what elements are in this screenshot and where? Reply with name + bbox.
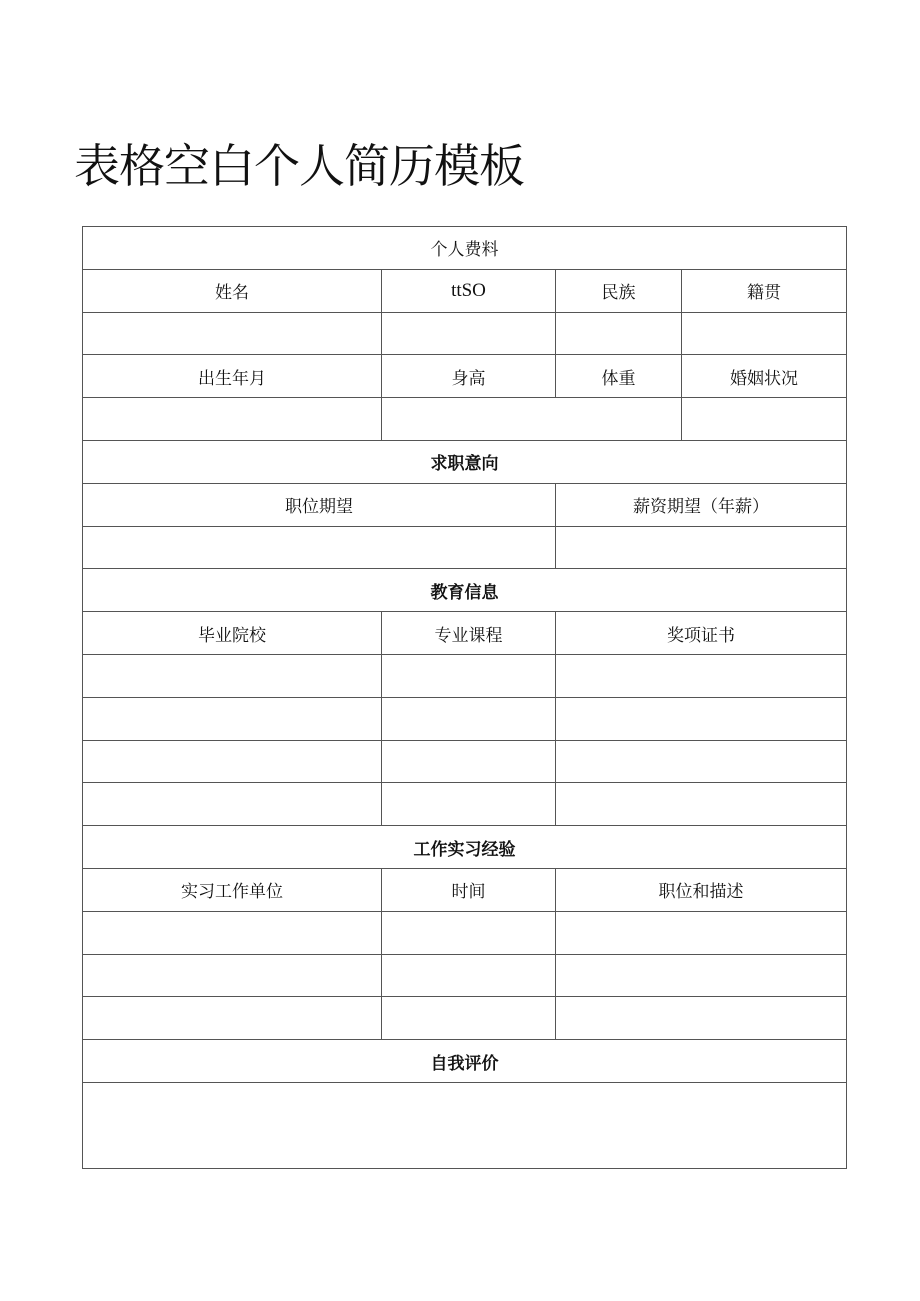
input-cell[interactable] bbox=[556, 783, 847, 826]
input-cell[interactable] bbox=[83, 740, 382, 783]
label-native-place: 籍贯 bbox=[682, 269, 847, 312]
intent-labels-row bbox=[83, 483, 847, 526]
personal-input-row-1 bbox=[83, 312, 847, 355]
input-cell[interactable] bbox=[83, 997, 382, 1040]
label-desired-position: 职位期望 bbox=[83, 483, 556, 526]
input-cell[interactable] bbox=[382, 654, 556, 697]
internship-input-row bbox=[83, 997, 847, 1040]
self-eval-input-row bbox=[83, 1082, 847, 1168]
self-evaluation-input[interactable] bbox=[83, 1082, 847, 1168]
input-cell[interactable] bbox=[83, 783, 382, 826]
input-cell[interactable] bbox=[83, 526, 556, 569]
input-cell[interactable] bbox=[382, 697, 556, 740]
internship-input-row bbox=[83, 954, 847, 997]
internship-labels-row bbox=[83, 868, 847, 911]
section-header-personal: 个人费料 bbox=[83, 227, 847, 270]
label-major-courses: 专业课程 bbox=[382, 612, 556, 655]
personal-labels-row-1 bbox=[83, 269, 847, 312]
personal-input-row-2 bbox=[83, 398, 847, 441]
input-cell[interactable] bbox=[382, 911, 556, 954]
education-header-row bbox=[83, 569, 847, 612]
label-marital-status: 婚姻状况 bbox=[682, 355, 847, 398]
input-cell[interactable] bbox=[83, 911, 382, 954]
section-header-internship: 工作实习经验 bbox=[83, 826, 847, 869]
label-desired-salary: 薪资期望（年薪） bbox=[556, 483, 847, 526]
education-labels-row bbox=[83, 612, 847, 655]
input-cell[interactable] bbox=[556, 312, 682, 355]
input-cell[interactable] bbox=[83, 312, 382, 355]
resume-table bbox=[82, 226, 847, 1169]
input-cell[interactable] bbox=[556, 526, 847, 569]
input-cell[interactable] bbox=[382, 783, 556, 826]
input-cell[interactable] bbox=[83, 398, 382, 441]
input-cell[interactable] bbox=[382, 740, 556, 783]
section-header-education: 教育信息 bbox=[83, 569, 847, 612]
label-school: 毕业院校 bbox=[83, 612, 382, 655]
label-awards: 奖项证书 bbox=[556, 612, 847, 655]
label-name-value: ttSO bbox=[382, 269, 556, 312]
input-cell[interactable] bbox=[382, 954, 556, 997]
label-birth-date: 出生年月 bbox=[83, 355, 382, 398]
personal-labels-row-2 bbox=[83, 355, 847, 398]
input-cell[interactable] bbox=[556, 740, 847, 783]
education-input-row bbox=[83, 783, 847, 826]
input-cell[interactable] bbox=[382, 398, 682, 441]
label-ethnicity: 民族 bbox=[556, 269, 682, 312]
input-cell[interactable] bbox=[556, 954, 847, 997]
label-position-description: 职位和描述 bbox=[556, 868, 847, 911]
intent-input-row bbox=[83, 526, 847, 569]
intent-header-row bbox=[83, 440, 847, 483]
label-name: 姓名 bbox=[83, 269, 382, 312]
internship-header-row bbox=[83, 826, 847, 869]
input-cell[interactable] bbox=[83, 697, 382, 740]
input-cell[interactable] bbox=[556, 997, 847, 1040]
input-cell[interactable] bbox=[556, 911, 847, 954]
label-time: 时间 bbox=[382, 868, 556, 911]
education-input-row bbox=[83, 740, 847, 783]
education-input-row bbox=[83, 654, 847, 697]
self-eval-header-row bbox=[83, 1040, 847, 1083]
page-title: 表格空白个人简历模板 bbox=[74, 139, 524, 193]
education-input-row bbox=[83, 697, 847, 740]
input-cell[interactable] bbox=[83, 654, 382, 697]
input-cell[interactable] bbox=[382, 312, 556, 355]
label-height: 身高 bbox=[382, 355, 556, 398]
input-cell[interactable] bbox=[682, 398, 847, 441]
personal-header-row bbox=[83, 227, 847, 270]
section-header-self-evaluation: 自我评价 bbox=[83, 1040, 847, 1083]
label-employer: 实习工作单位 bbox=[83, 868, 382, 911]
internship-input-row bbox=[83, 911, 847, 954]
input-cell[interactable] bbox=[682, 312, 847, 355]
input-cell[interactable] bbox=[83, 954, 382, 997]
input-cell[interactable] bbox=[382, 997, 556, 1040]
label-weight: 体重 bbox=[556, 355, 682, 398]
input-cell[interactable] bbox=[556, 697, 847, 740]
section-header-intent: 求职意向 bbox=[83, 440, 847, 483]
input-cell[interactable] bbox=[556, 654, 847, 697]
